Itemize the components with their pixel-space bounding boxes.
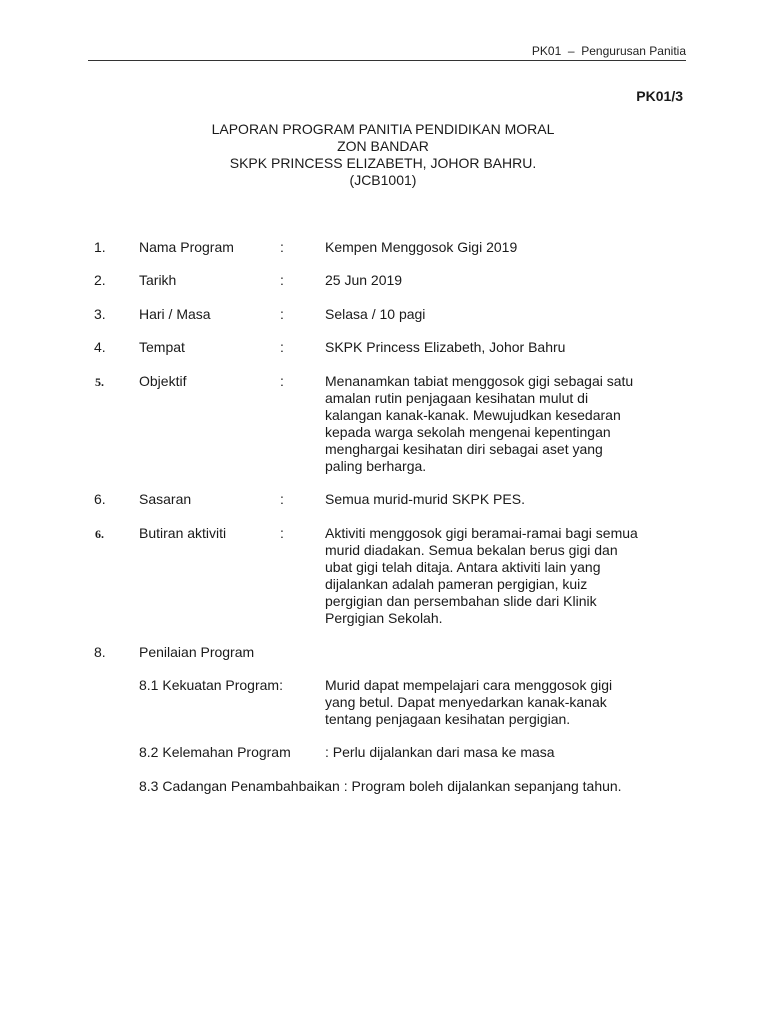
item-value-line: kepada warga sekolah mengenai kepentingan [325, 424, 611, 440]
item-value-line: Pergigian Sekolah. [325, 610, 443, 626]
item-value [325, 239, 675, 256]
item-value-line: Semua murid-murid SKPK PES. [325, 491, 525, 507]
item-label: Nama Program [139, 239, 234, 255]
item-label: Penilaian Program [139, 644, 255, 660]
item-value [325, 491, 675, 508]
item-value-line: kalangan kanak-kanak. Mewujudkan kesedaran [325, 407, 621, 423]
item-number: 3. [94, 306, 106, 322]
report-title [88, 121, 678, 189]
item-colon: : [280, 491, 284, 507]
item-colon: : [280, 339, 284, 355]
item-value-line: Aktiviti menggosok gigi beramai-ramai bagi semua [325, 525, 638, 541]
title-line: SKPK PRINCESS ELIZABETH, JOHOR BAHRU. [229, 155, 537, 171]
item-label: Butiran aktiviti [139, 525, 227, 541]
strength-line: yang betul. Dapat menyedarkan kanak-kanak [325, 694, 607, 710]
item-value [325, 525, 675, 627]
item-label: Tarikh [139, 272, 177, 288]
item-number: 6. [94, 491, 106, 507]
header-rule [88, 60, 686, 61]
item-number: 6. [95, 527, 104, 541]
item-value-line: Menanamkan tabiat menggosok gigi sebagai satu [325, 373, 634, 389]
item-label: Hari / Masa [139, 306, 211, 322]
item-label: Tempat [139, 339, 185, 355]
item-value-line: Kempen Menggosok Gigi 2019 [325, 239, 518, 255]
item-colon: : [280, 373, 284, 389]
strength-line: tentang penjagaan kesihatan pergigian. [325, 711, 571, 727]
item-value-line: dijalankan adalah pameran pergigian, kuiz [325, 576, 588, 592]
item-value-line: murid diadakan. Semua bekalan berus gigi dan [325, 542, 618, 558]
item-number: 2. [94, 272, 106, 288]
item-value-line: SKPK Princess Elizabeth, Johor Bahru [325, 339, 566, 355]
running-header: PK01 – Pengurusan Panitia [531, 44, 686, 58]
item-value-line: Selasa / 10 pagi [325, 306, 426, 322]
item-number: 1. [94, 239, 106, 255]
document-code: PK01/3 [636, 88, 683, 104]
item-value [325, 272, 675, 289]
strength-label: 8.1 Kekuatan Program: [139, 677, 283, 693]
item-colon: : [280, 525, 284, 541]
weakness-value [325, 744, 685, 761]
item-value-line: pergigian dan persembahan slide dari Klinik [325, 593, 597, 609]
item-number: 8. [94, 644, 106, 660]
title-line: (JCB1001) [349, 172, 417, 188]
item-label: Objektif [139, 373, 187, 389]
item-value [325, 306, 675, 323]
item-colon: : [280, 306, 284, 322]
item-label: Sasaran [139, 491, 192, 507]
title-line: ZON BANDAR [337, 138, 429, 154]
evaluation-improvement: 8.3 Cadangan Penambahbaikan : Program boleh dijalankan sepanjang tahun. [139, 778, 622, 794]
item-colon: : [280, 239, 284, 255]
item-value-line: paling berharga. [325, 458, 427, 474]
item-colon: : [280, 272, 284, 288]
strength-line: Murid dapat mempelajari cara menggosok gigi [325, 677, 613, 693]
weakness-line: : Perlu dijalankan dari masa ke masa [325, 744, 555, 760]
strength-value [325, 677, 685, 728]
item-number: 5. [95, 375, 104, 389]
item-value [325, 373, 675, 475]
item-value-line: menghargai kesihatan diri sebagai aset yang [325, 441, 603, 457]
item-value-line: ubat gigi telah ditaja. Antara aktiviti lain yang [325, 559, 601, 575]
item-value [325, 339, 675, 356]
title-line: LAPORAN PROGRAM PANITIA PENDIDIKAN MORAL [211, 121, 555, 137]
item-value-line: amalan rutin penjagaan kesihatan mulut di [325, 390, 589, 406]
item-number: 4. [94, 339, 106, 355]
weakness-label: 8.2 Kelemahan Program [139, 744, 291, 760]
item-value-line: 25 Jun 2019 [325, 272, 403, 288]
